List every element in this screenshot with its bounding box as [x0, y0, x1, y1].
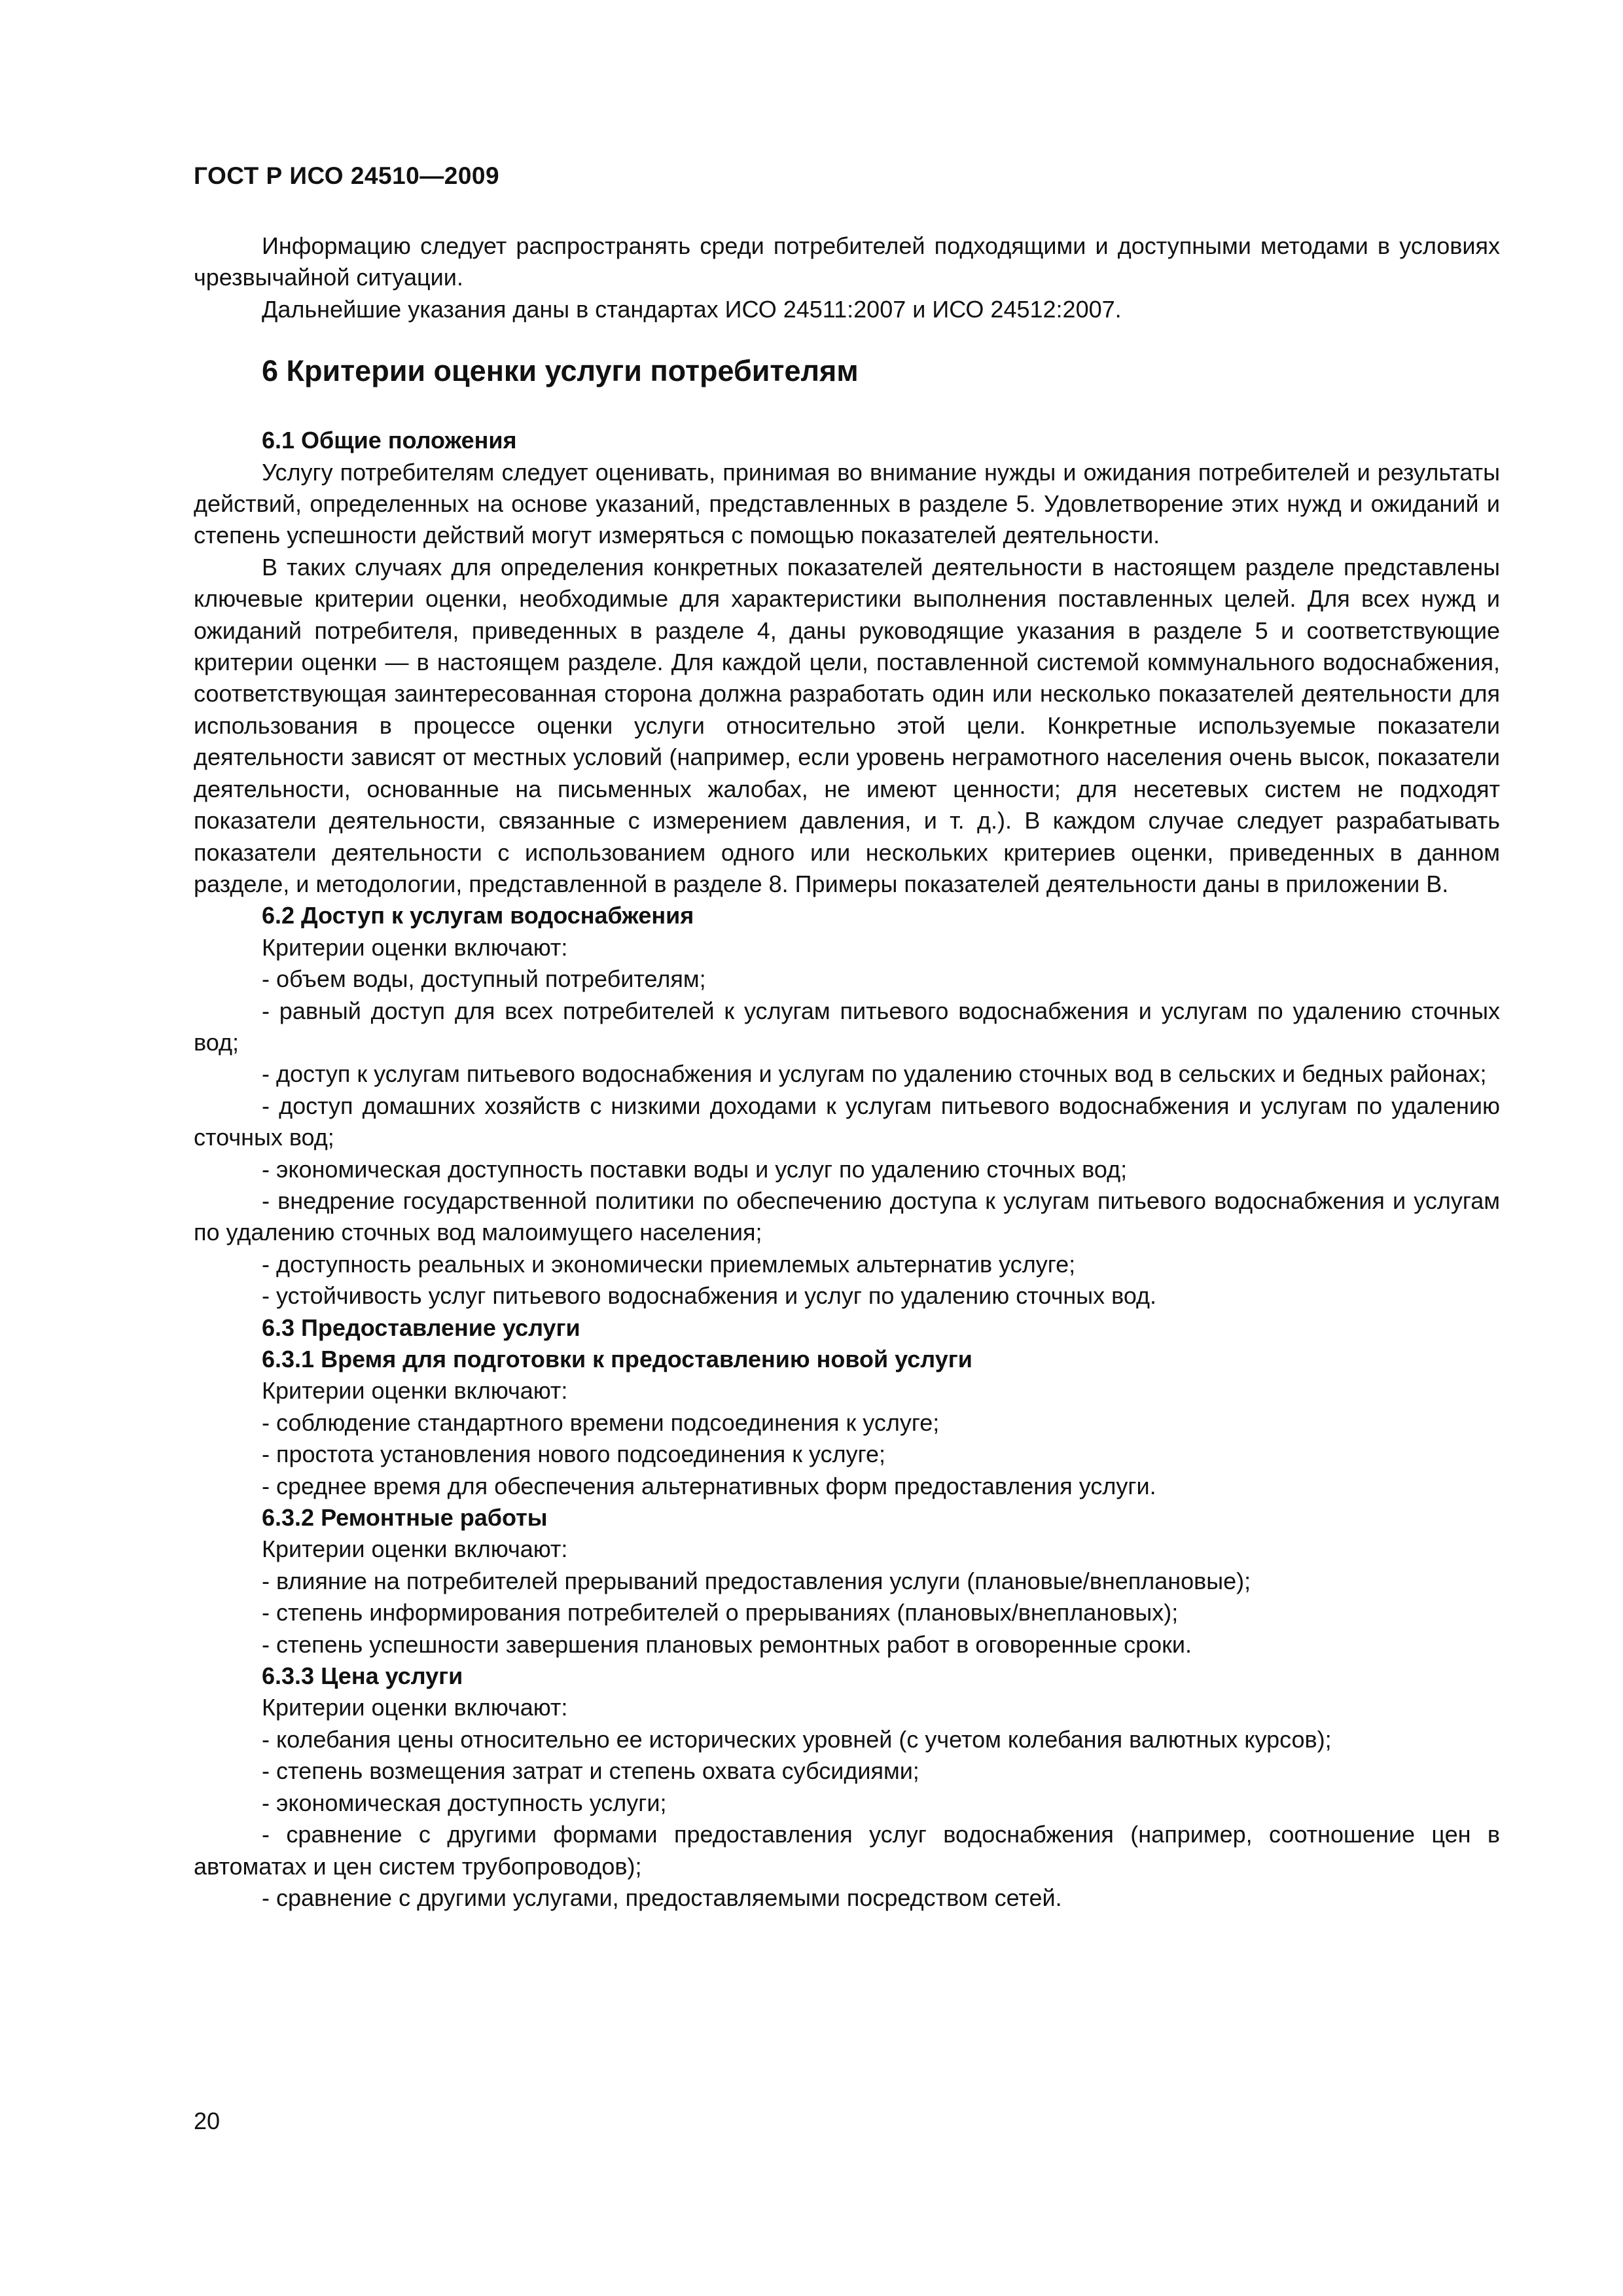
page-number: 20 [194, 2108, 221, 2134]
list-item: - объем воды, доступный потребителям; [262, 965, 706, 993]
intro-paragraph-1: Информацию следует распространять среди потребителей подходящими и доступными методами в условиях чрезвычайной ситуации. [194, 232, 1500, 291]
subsection-6-1-title: 6.1 Общие положения [262, 427, 517, 454]
list-item: - сравнение с другими формами предоставления услуг водоснабжения (например, соотношение цен в автоматах и цен систем трубопроводов); [194, 1821, 1500, 1880]
subsection-6-3-1-title: 6.3.1 Время для подготовки к предоставлению новой услуги [262, 1346, 972, 1372]
intro-paragraph-2: Дальнейшие указания даны в стандартах ИСО 24511:2007 и ИСО 24512:2007. [262, 295, 1122, 323]
list-item: - равный доступ для всех потребителей к услугам питьевого водоснабжения и услугам по удалению сточных вод; [194, 997, 1500, 1056]
subsection-6-2-lead: Критерии оценки включают: [262, 933, 568, 961]
list-item: - степень возмещения затрат и степень охвата субсидиями; [262, 1757, 919, 1785]
subsection-6-2-title: 6.2 Доступ к услугам водоснабжения [262, 902, 694, 929]
list-item: - степень успешности завершения плановых ремонтных работ в оговоренные сроки. [262, 1630, 1192, 1658]
subsection-6-3-2-lead: Критерии оценки включают: [262, 1535, 568, 1563]
subsection-6-3-1-lead: Критерии оценки включают: [262, 1377, 568, 1405]
list-item: - доступ домашних хозяйств с низкими доходами к услугам питьевого водоснабжения и услугам по удалению сточных вод; [194, 1092, 1500, 1151]
subsection-6-3-3-title: 6.3.3 Цена услуги [262, 1662, 463, 1690]
list-item: - среднее время для обеспечения альтернативных форм предоставления услуги. [262, 1472, 1156, 1499]
list-item: - соблюдение стандартного времени подсоединения к услуге; [262, 1408, 940, 1436]
document-code-header: ГОСТ Р ИСО 24510—2009 [194, 162, 500, 189]
subsection-6-3-3-lead: Критерии оценки включают: [262, 1694, 568, 1721]
list-item: - экономическая доступность услуги; [262, 1789, 667, 1816]
list-item: - экономическая доступность поставки воды и услуг по удалению сточных вод; [262, 1155, 1128, 1183]
subsection-6-1-paragraph-1: Услугу потребителям следует оценивать, принимая во внимание нужды и ожидания потребителей и результаты действий, определенных на основе указаний, представленных в разделе 5. Удовлетворение этих нужд и ожиданий и степень успешности действий могут измеряться с помощью показателей деятельности. [194, 458, 1500, 549]
section-6-title: 6 Критерии оценки услуги потребителям [262, 354, 859, 388]
list-item: - устойчивость услуг питьевого водоснабжения и услуг по удалению сточных вод. [262, 1282, 1157, 1310]
document-body [194, 230, 1500, 1914]
list-item: - простота установления нового подсоединения к услуге; [262, 1441, 885, 1468]
list-item: - доступность реальных и экономически приемлемых альтернатив услуге; [262, 1250, 1076, 1278]
subsection-6-1-paragraph-2: В таких случаях для определения конкретных показателей деятельности в настоящем разделе представлены ключевые критерии оценки, необходимые для характеристики выполнения поставленных целей. Для всех нужд и ожиданий потребителя, приведенных в разделе 4, даны руководящие указания в разделе 5 и соответствующие критерии оценки — в настоящем разделе. Для каждой цели, поставленной системой коммунального водоснабжения, соответствующая заинтересованная сторона должна разработать один или несколько показателей деятельности для использования в процессе оценки услуги относительно этой цели. Конкретные используемые показатели деятельности зависят от местных условий (например, если уровень неграмотного населения очень высок, показатели деятельности, основанные на письменных жалобах, не имеют ценности; для несетевых систем не подходят показатели деятельности, связанные с измерением давления, и т. д.). В каждом случае следует разрабатывать показатели деятельности с использованием одного или нескольких критериев оценки, приведенных в данном разделе, и методологии, представленной в разделе 8. Примеры показателей деятельности даны в приложении В. [194, 553, 1500, 897]
list-item: - колебания цены относительно ее исторических уровней (с учетом колебания валютных курсов); [262, 1725, 1332, 1753]
list-item: - доступ к услугам питьевого водоснабжения и услугам по удалению сточных вод в сельских и бедных районах; [262, 1060, 1487, 1088]
subsection-6-3-2-title: 6.3.2 Ремонтные работы [262, 1504, 548, 1532]
list-item: - влияние на потребителей прерываний предоставления услуги (плановые/внеплановые); [262, 1567, 1251, 1594]
subsection-6-3-title: 6.3 Предоставление услуги [262, 1314, 580, 1341]
list-item: - степень информирования потребителей о прерываниях (плановых/внеплановых); [262, 1599, 1179, 1626]
list-item: - сравнение с другими услугами, предоставляемыми посредством сетей. [262, 1884, 1062, 1911]
list-item: - внедрение государственной политики по обеспечению доступа к услугам питьевого водоснабжения и услугам по удалению сточных вод малоимущего населения; [194, 1187, 1500, 1246]
